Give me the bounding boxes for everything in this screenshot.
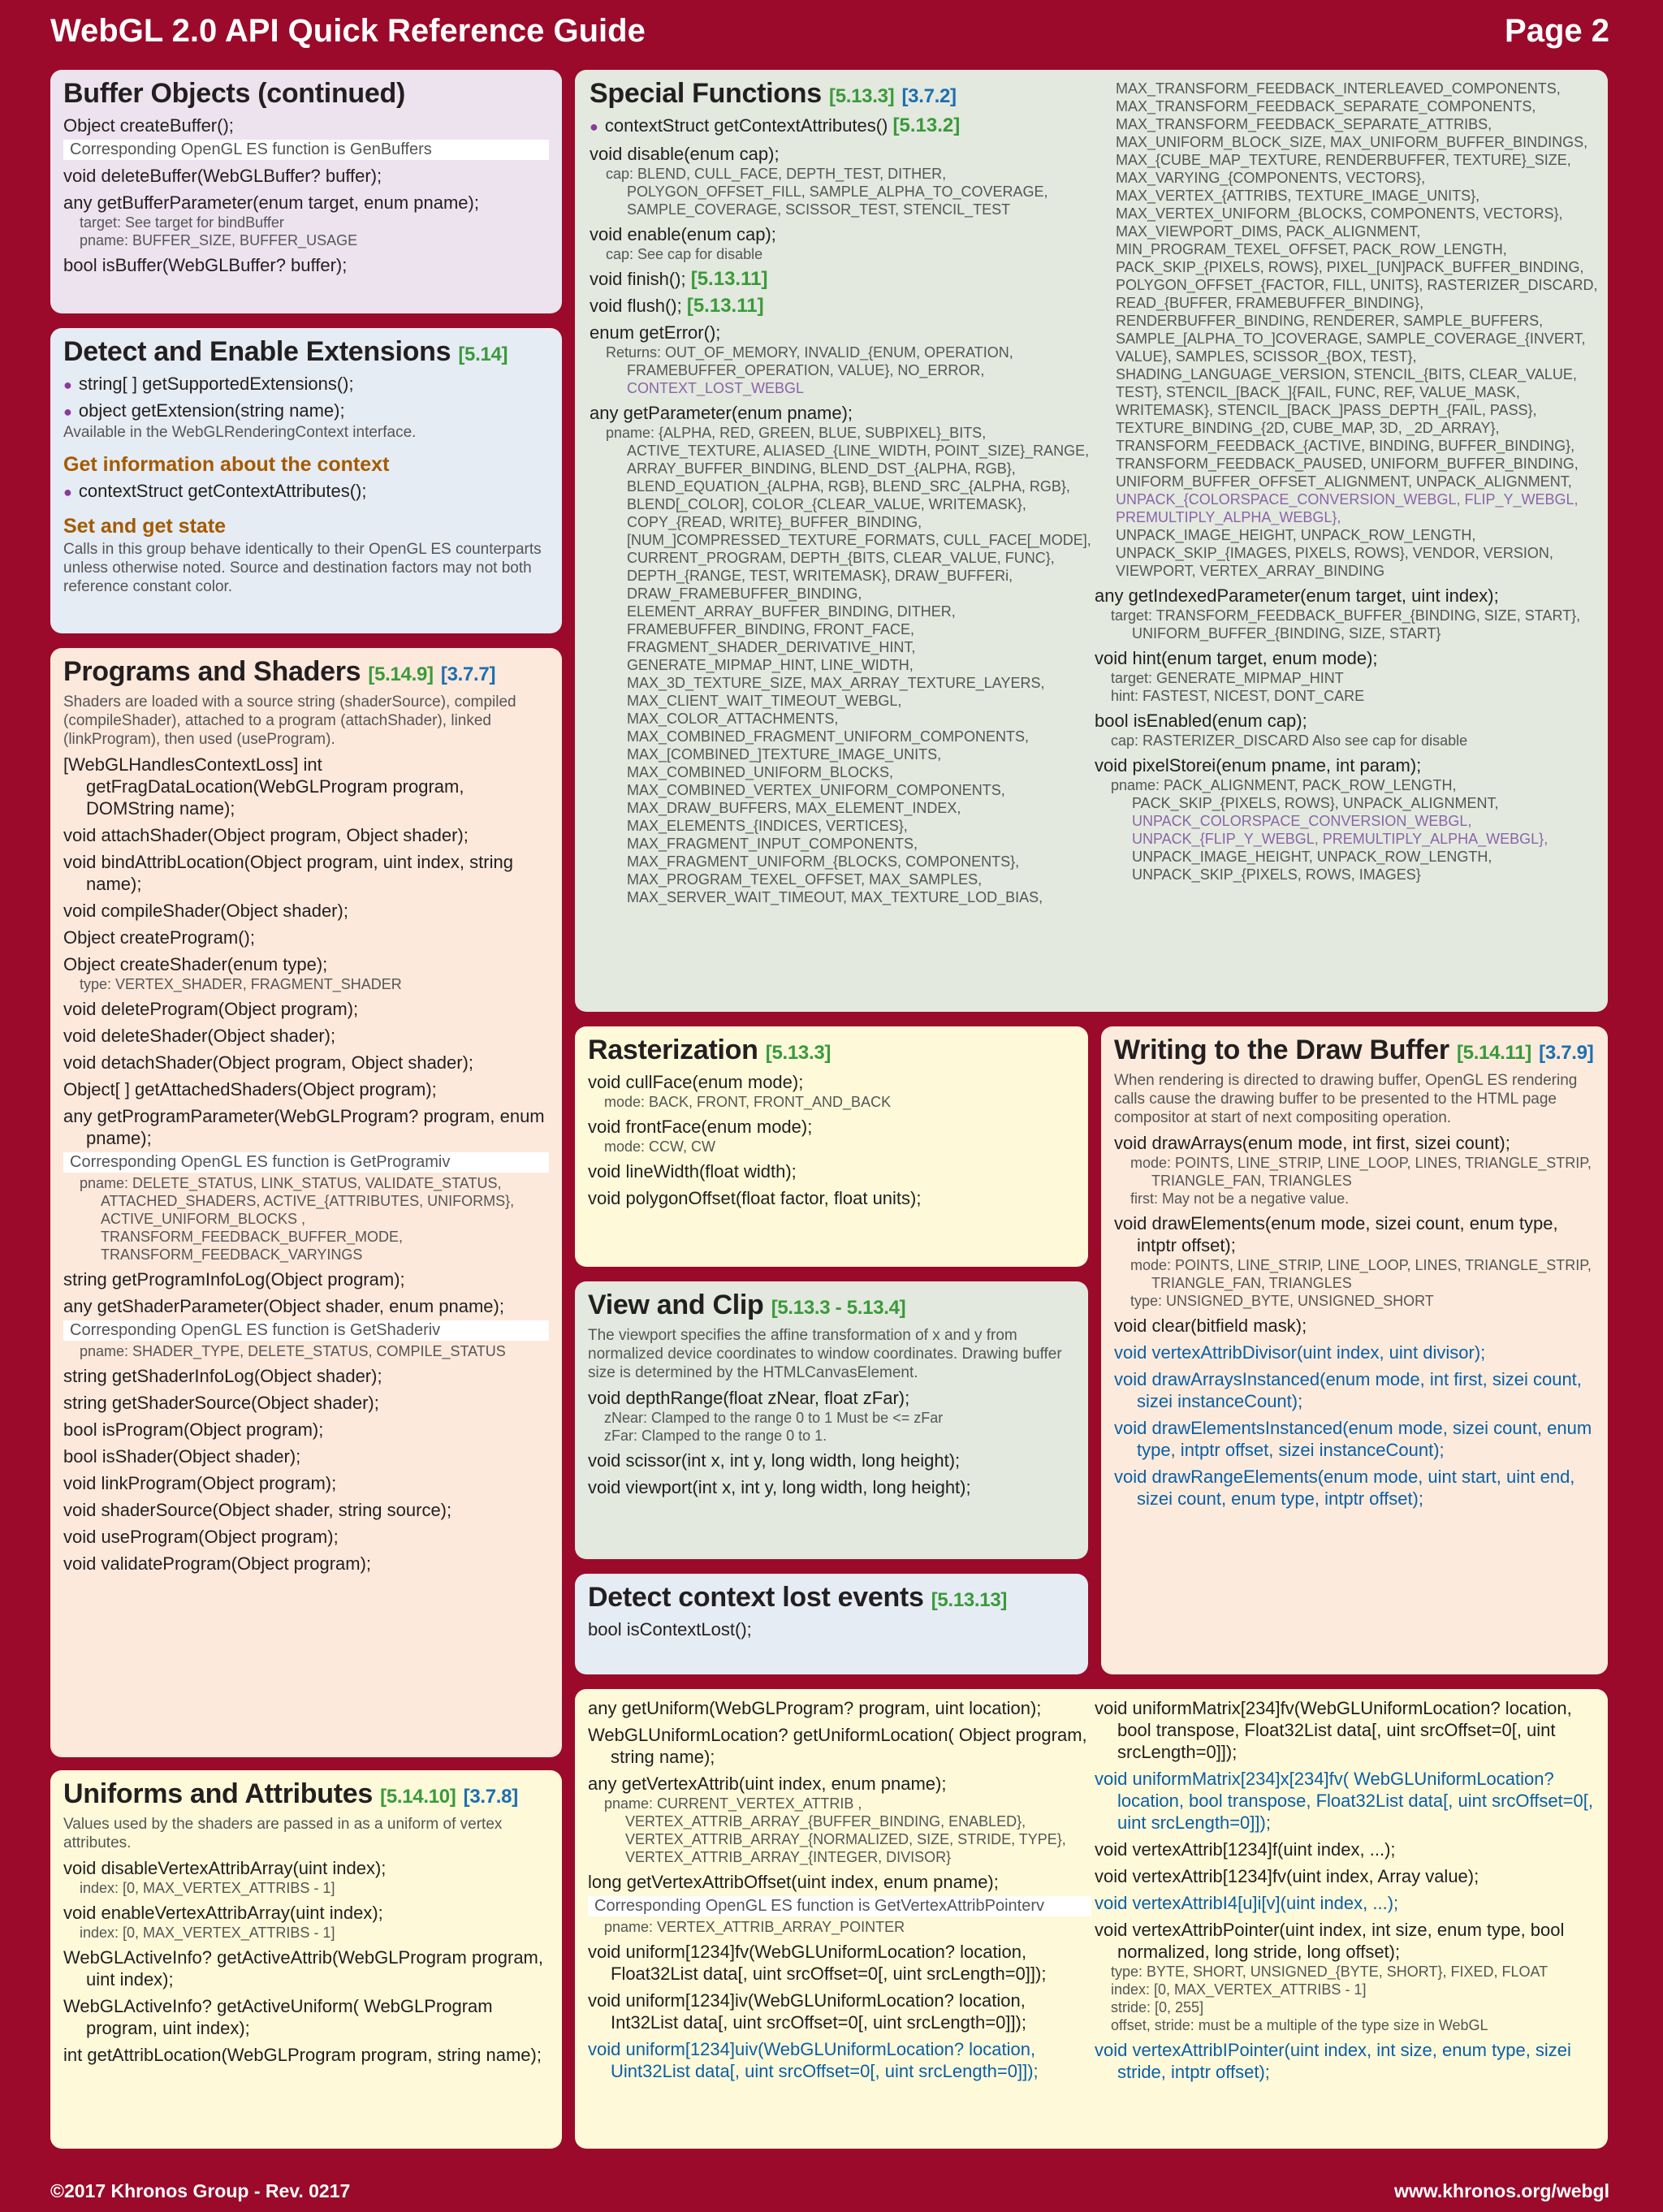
page-number: Page 2 <box>1505 13 1609 49</box>
vertexAttribPointer-type: type: BYTE, SHORT, UNSIGNED_{BYTE, SHORT}, FIXED, FLOAT <box>1111 1964 1549 1980</box>
uniforms-attributes-box <box>50 1770 562 2149</box>
enableVertexAttribArray-signature: void enableVertexAttribArray(uint index); <box>63 1903 383 1923</box>
getActiveAttrib-signature: WebGLActiveInfo? getActiveAttrib(WebGLProgram program, uint index); <box>63 1947 543 1990</box>
getError-signature: enum getError(); <box>590 322 721 343</box>
depthRange-zfar: zFar: Clamped to the range 0 to 1. <box>604 1428 827 1444</box>
view-clip-section-ref: [5.13.3 - 5.13.4] <box>771 1297 906 1319</box>
viewport-signature: void viewport(int x, int y, long width, long height); <box>588 1477 971 1497</box>
hint-target: target: GENERATE_MIPMAP_HINT <box>1111 670 1344 686</box>
uniforms-continued-box <box>575 1689 1608 2149</box>
drawElements-type: type: UNSIGNED_BYTE, UNSIGNED_SHORT <box>1130 1293 1434 1309</box>
getIndexedParameter-target: target: TRANSFORM_FEEDBACK_BUFFER_{BINDING, SIZE, START}, UNIFORM_BUFFER_{BINDING, SIZE, START} <box>1111 607 1581 642</box>
getContextAttributes-signature: ● contextStruct getContextAttributes(); <box>63 480 549 503</box>
drawElements-mode: mode: POINTS, LINE_STRIP, LINE_LOOP, LINES, TRIANGLE_STRIP, TRIANGLE_FAN, TRIANGLES <box>1130 1257 1592 1291</box>
vertexAttribPointer-stride: stride: [0, 255] <box>1111 1999 1204 2015</box>
pixelStorei-pname-tail: UNPACK_IMAGE_HEIGHT, UNPACK_ROW_LENGTH, UNPACK_SKIP_{PIXELS, ROWS, IMAGES} <box>1132 849 1492 883</box>
vertexAttribDivisor-signature: void vertexAttribDivisor(uint index, uint divisor); <box>1114 1342 1486 1363</box>
pixelStorei-pname-webgl: UNPACK_COLORSPACE_CONVERSION_WEBGL, UNPACK_{FLIP_Y_WEBGL, PREMULTIPLY_ALPHA_WEBGL}, <box>1132 813 1549 847</box>
uniforms-section-ref: [5.14.10] <box>380 1786 456 1808</box>
isBuffer-signature: bool isBuffer(WebGLBuffer? buffer); <box>63 255 348 275</box>
pixelStorei-signature: void pixelStorei(enum pname, int param); <box>1095 755 1422 775</box>
disable-cap: cap: BLEND, CULL_FACE, DEPTH_TEST, DITHER, POLYGON_OFFSET_FILL, SAMPLE_ALPHA_TO_COVERAGE, SAMPLE_COVERAGE, SCISSOR_TEST, STENCIL_TEST <box>606 166 1048 218</box>
programs-description: Shaders are loaded with a source string (shaderSource), compiled (compileShader), attached to a program (attachShader), linked (linkProgram), then used (useProgram). <box>63 693 516 748</box>
cullFace-signature: void cullFace(enum mode); <box>588 1072 804 1092</box>
extensions-box <box>50 328 562 633</box>
disable-signature: void disable(enum cap); <box>590 144 780 164</box>
drawElements-signature: void drawElements(enum mode, sizei count, enum type, intptr offset); <box>1114 1213 1558 1255</box>
getAttachedShaders-signature: Object[ ] getAttachedShaders(Object program); <box>63 1079 437 1100</box>
view-clip-description: The viewport specifies the affine transformation of x and y from normalized device coordinates to window coordinates. Drawing buffer size is determined by the HTMLCanvasElement. <box>588 1327 1062 1381</box>
vertexAttrib-fv-signature: void vertexAttrib[1234]fv(uint index, Array value); <box>1095 1866 1479 1886</box>
isContextLost-signature: bool isContextLost(); <box>588 1619 752 1640</box>
special-functions-title: Special Functions [5.13.3] [3.7.2] <box>590 78 957 109</box>
getError-context-lost: CONTEXT_LOST_WEBGL <box>627 380 805 396</box>
depthRange-znear: zNear: Clamped to the range 0 to 1 Must be <= zFar <box>604 1410 944 1426</box>
draw-buffer-title: Writing to the Draw Buffer [5.14.11] [3.7.9] <box>1114 1035 1594 1065</box>
pixelStorei-pname: pname: PACK_ALIGNMENT, PACK_ROW_LENGTH, PACK_SKIP_{PIXELS, ROWS}, UNPACK_ALIGNMENT, <box>1111 777 1499 811</box>
getBufferParameter-signature: any getBufferParameter(enum target, enum pname); <box>63 192 479 213</box>
frontFace-signature: void frontFace(enum mode); <box>588 1117 813 1137</box>
drawRangeElements-signature: void drawRangeElements(enum mode, uint start, uint end, sizei count, enum type, intptr offset); <box>1114 1467 1575 1509</box>
attachShader-signature: void attachShader(Object program, Object shader); <box>63 825 469 845</box>
extensions-availability: Available in the WebGLRenderingContext interface. <box>63 424 417 441</box>
createBuffer-signature: Object createBuffer(); <box>63 115 234 136</box>
cullFace-mode: mode: BACK, FRONT, FRONT_AND_BACK <box>604 1094 892 1110</box>
getAttribLocation-signature: int getAttribLocation(WebGLProgram program, string name); <box>63 2045 542 2065</box>
getParameter-pname-webgl: UNPACK_{COLORSPACE_CONVERSION_WEBGL, FLIP_Y_WEBGL, PREMULTIPLY_ALPHA_WEBGL}, <box>1116 491 1579 525</box>
draw-section-ref-2: [3.7.9] <box>1539 1042 1594 1064</box>
programs-shaders-box <box>50 648 562 1757</box>
getShaderParameter-signature: any getShaderParameter(Object shader, enum pname); <box>63 1296 504 1316</box>
extensions-title: Detect and Enable Extensions [5.14] <box>63 336 508 367</box>
getExtension-signature: ● object getExtension(string name); <box>63 400 549 423</box>
createBuffer-note: Corresponding OpenGL ES function is GenBuffers <box>63 140 549 160</box>
context-info-heading: Get information about the context <box>63 453 390 476</box>
deleteProgram-signature: void deleteProgram(Object program); <box>63 999 359 1019</box>
getShaderParameter-pname: pname: SHADER_TYPE, DELETE_STATUS, COMPILE_STATUS <box>80 1343 506 1359</box>
enable-signature: void enable(enum cap); <box>590 224 776 244</box>
getProgramParameter-signature: any getProgramParameter(WebGLProgram? program, enum pname); <box>63 1106 545 1148</box>
uniforms-section-ref-2: [3.7.8] <box>463 1786 518 1808</box>
extensions-section-ref: [5.14] <box>458 343 508 365</box>
createShader-type: type: VERTEX_SHADER, FRAGMENT_SHADER <box>80 976 402 992</box>
vertexAttrib-f-signature: void vertexAttrib[1234]f(uint index, ...); <box>1095 1839 1396 1860</box>
getUniformLocation-signature: WebGLUniformLocation? getUniformLocation( Object program, string name); <box>588 1725 1087 1767</box>
getParameter-pname-cont: MAX_TRANSFORM_FEEDBACK_INTERLEAVED_COMPONENTS, MAX_TRANSFORM_FEEDBACK_SEPARATE_COMPONENTS, MAX_TRANSFORM_FEEDBACK_SEPARATE_ATTRIBS, MAX_UNIFORM_BLOCK_SIZE, MAX_UNIFORM_BUFFER_BINDINGS, MAX_{CUBE_MAP_TEXTURE, RENDERBUFFER, TEXTURE}_SIZE, MAX_VARYING_{COMPONENTS, VECTORS}, MAX_VERTEX_{ATTRIBS, TEXTURE_IMAGE_UNITS}, MAX_VERTEX_UNIFORM_{BLOCKS, COMPONENTS, VECTORS}, MAX_VIEWPORT_DIMS, PACK_ALIGNMENT, MIN_PROGRAM_TEXEL_OFFSET, PACK_ROW_LENGTH, PACK_SKIP_{PIXELS, ROWS}, PIXEL_[UN]PACK_BUFFER_BINDING, POLYGON_OFFSET_{FACTOR, FILL, UNITS}, RASTERIZER_DISCARD, READ_{BUFFER, FRAMEBUFFER_BINDING}, RENDERBUFFER_BINDING, RENDERER, SAMPLE_BUFFERS, SAMPLE_[ALPHA_TO_]COVERAGE, SAMPLE_COVERAGE_{INVERT, VALUE}, SAMPLES, SCISSOR_{BOX, TEST}, SHADING_LANGUAGE_VERSION, STENCIL_{BITS, CLEAR_VALUE, TEST}, STENCIL_[BACK_]{FAIL, FUNC, REF, VALUE_MASK, WRITEMASK}, STENCIL_[BACK_]PASS_DEPTH_{FAIL, PASS}, TEXTURE_BINDING_{2D, CUBE_MAP, 3D, _2D_ARRAY}, TRANSFORM_FEEDBACK_{ACTIVE, BINDING, BUFFER_BINDING}, TRANSFORM_FEEDBACK_PAUSED, UNIFORM_BUFFER_BINDING, UNIFORM_BUFFER_OFFSET_ALIGNMENT, UNPACK_ALIGNMENT, <box>1116 80 1598 490</box>
frontFace-mode: mode: CCW, CW <box>604 1138 716 1155</box>
rasterization-section-ref: [5.13.3] <box>765 1042 832 1064</box>
vertexAttribPointer-index: index: [0, MAX_VERTEX_ATTRIBS - 1] <box>1111 1981 1367 1998</box>
draw-section-ref: [5.14.11] <box>1456 1042 1531 1064</box>
shaderSource-signature: void shaderSource(Object shader, string source); <box>63 1500 452 1520</box>
special-section-ref-2: [3.7.2] <box>901 85 957 107</box>
getActiveUniform-signature: WebGLActiveInfo? getActiveUniform( WebGLProgram program, uint index); <box>63 1996 493 2038</box>
context-lost-title: Detect context lost events [5.13.13] <box>588 1582 1008 1613</box>
enableVertexAttribArray-index: index: [0, MAX_VERTEX_ATTRIBS - 1] <box>80 1925 335 1941</box>
getBufferParameter-pname: pname: BUFFER_SIZE, BUFFER_USAGE <box>80 232 358 248</box>
special-section-ref: [5.13.3] <box>829 85 895 107</box>
buffer-objects-title: Buffer Objects (continued) <box>63 78 405 109</box>
draw-buffer-description: When rendering is directed to drawing buffer, OpenGL ES rendering calls cause the drawing buffer to be presented to the HTML page compositor at start of next compositing operation. <box>1114 1072 1578 1126</box>
isProgram-signature: bool isProgram(Object program); <box>63 1419 324 1440</box>
deleteBuffer-signature: void deleteBuffer(WebGLBuffer? buffer); <box>63 166 382 186</box>
getShaderParameter-note: Corresponding OpenGL ES function is GetShaderiv <box>63 1320 549 1341</box>
programs-section-ref: [5.14.9] <box>368 663 434 685</box>
disableVertexAttribArray-signature: void disableVertexAttribArray(uint index); <box>63 1858 387 1878</box>
vertexAttribIPointer-signature: void vertexAttribIPointer(uint index, int size, enum type, sizei stride, intptr offset); <box>1095 2040 1571 2082</box>
vertexAttribI4-signature: void vertexAttribI4[u]i[v](uint index, ...); <box>1095 1893 1399 1913</box>
getProgramParameter-note: Corresponding OpenGL ES function is GetProgramiv <box>63 1152 549 1173</box>
uniform-uiv-signature: void uniform[1234]uiv(WebGLUniformLocation? location, Uint32List data[, uint srcOffset=0[, uint srcLength=0]]); <box>588 2039 1039 2081</box>
programs-section-ref-2: [3.7.7] <box>440 663 496 685</box>
getVertexAttrib-pname: pname: CURRENT_VERTEX_ATTRIB , VERTEX_ATTRIB_ARRAY_{BUFFER_BINDING, ENABLED}, VERTEX_ATTRIB_ARRAY_{NORMALIZED, SIZE, STRIDE, TYPE}, VERTEX_ATTRIB_ARRAY_{INTEGER, DIVISOR} <box>604 1795 1066 1865</box>
isShader-signature: bool isShader(Object shader); <box>63 1446 301 1467</box>
lineWidth-signature: void lineWidth(float width); <box>588 1161 797 1182</box>
uniforms-attributes-title: Uniforms and Attributes [5.14.10] [3.7.8] <box>63 1778 518 1809</box>
footer-copyright: ©2017 Khronos Group - Rev. 0217 <box>50 2180 351 2201</box>
page-title: WebGL 2.0 API Quick Reference Guide <box>50 13 646 49</box>
vertexAttribPointer-offset: offset, stride: must be a multiple of the type size in WebGL <box>1111 2017 1488 2033</box>
linkProgram-signature: void linkProgram(Object program); <box>63 1473 337 1493</box>
set-get-state-heading: Set and get state <box>63 515 227 538</box>
rasterization-title: Rasterization [5.13.3] <box>588 1035 832 1065</box>
getShaderSource-signature: string getShaderSource(Object shader); <box>63 1393 379 1413</box>
footer-url[interactable]: www.khronos.org/webgl <box>1394 2180 1609 2201</box>
detachShader-signature: void detachShader(Object program, Object shader); <box>63 1052 474 1073</box>
getVertexAttribOffset-signature: long getVertexAttribOffset(uint index, enum pname); <box>588 1872 999 1892</box>
getVertexAttribOffset-pname: pname: VERTEX_ATTRIB_ARRAY_POINTER <box>604 1919 905 1935</box>
depthRange-signature: void depthRange(float zNear, float zFar); <box>588 1388 910 1408</box>
context-lost-section-ref: [5.13.13] <box>931 1589 1008 1611</box>
disableVertexAttribArray-index: index: [0, MAX_VERTEX_ATTRIBS - 1] <box>80 1880 335 1896</box>
getSupportedExtensions-signature: ● string[ ] getSupportedExtensions(); <box>63 373 549 396</box>
clear-signature: void clear(bitfield mask); <box>1114 1316 1307 1336</box>
uniforms-description: Values used by the shaders are passed in as a uniform of vertex attributes. <box>63 1816 503 1851</box>
drawArrays-mode: mode: POINTS, LINE_STRIP, LINE_LOOP, LINES, TRIANGLE_STRIP, TRIANGLE_FAN, TRIANGLES <box>1130 1155 1592 1189</box>
special-getContextAttributes: ● contextStruct getContextAttributes() [5.13.2] <box>590 114 1093 138</box>
useProgram-signature: void useProgram(Object program); <box>63 1527 339 1547</box>
programs-shaders-title: Programs and Shaders [5.14.9] [3.7.7] <box>63 656 496 687</box>
hint-hint: hint: FASTEST, NICEST, DONT_CARE <box>1111 688 1365 704</box>
getVertexAttribOffset-note: Corresponding OpenGL ES function is GetVertexAttribPointerv <box>588 1896 1091 1916</box>
buffer-objects-box <box>50 70 562 313</box>
getProgramParameter-pname: pname: DELETE_STATUS, LINK_STATUS, VALIDATE_STATUS, ATTACHED_SHADERS, ACTIVE_{ATTRIBUTES, UNIFORMS}, ACTIVE_UNIFORM_BLOCKS , TRANSFORM_FEEDBACK_BUFFER_MODE, TRANSFORM_FEEDBACK_VARYINGS <box>80 1175 515 1263</box>
scissor-signature: void scissor(int x, int y, long width, long height); <box>588 1450 961 1471</box>
uniform-iv-signature: void uniform[1234]iv(WebGLUniformLocation? location, Int32List data[, uint srcOffset=0[, uint srcLength=0]]); <box>588 1990 1026 2033</box>
getShaderInfoLog-signature: string getShaderInfoLog(Object shader); <box>63 1366 382 1386</box>
getParameter-pname-tail: UNPACK_IMAGE_HEIGHT, UNPACK_ROW_LENGTH, UNPACK_SKIP_{IMAGES, PIXELS, ROWS}, VENDOR, VERSION, VIEWPORT, VERTEX_ARRAY_BINDING <box>1116 527 1553 579</box>
getParameter-signature: any getParameter(enum pname); <box>590 403 853 423</box>
drawArrays-first: first: May not be a negative value. <box>1130 1190 1350 1207</box>
getVertexAttrib-signature: any getVertexAttrib(uint index, enum pname); <box>588 1773 947 1794</box>
getParameter-pname: pname: {ALPHA, RED, GREEN, BLUE, SUBPIXEL}_BITS, ACTIVE_TEXTURE, ALIASED_{LINE_WIDTH, POINT_SIZE}_RANGE, ARRAY_BUFFER_BINDING, BLEND_DST_{ALPHA, RGB}, BLEND_EQUATION_{ALPHA, RGB}, BLEND_SRC_{ALPHA, RGB}, BLEND[_COLOR], COLOR_{CLEAR_VALUE, WRITEMASK}, COPY_{READ, WRITE}_BUFFER_BINDING, [NUM_]COMPRESSED_TEXTURE_FORMATS, CULL_FACE[_MODE], CURRENT_PROGRAM, DEPTH_{BITS, CLEAR_VALUE, FUNC}, DEPTH_{RANGE, TEST, WRITEMASK}, DRAW_BUFFERi, DRAW_FRAMEBUFFER_BINDING, ELEMENT_ARRAY_BUFFER_BINDING, DITHER, FRAMEBUFFER_BINDING, FRONT_FACE, FRAGMENT_SHADER_DERIVATIVE_HINT, GENERATE_MIPMAP_HINT, LINE_WIDTH, MAX_3D_TEXTURE_SIZE, MAX_ARRAY_TEXTURE_LAYERS, MAX_CLIENT_WAIT_TIMEOUT_WEBGL, MAX_COLOR_ATTACHMENTS, MAX_COMBINED_FRAGMENT_UNIFORM_COMPONENTS, MAX_[COMBINED_]TEXTURE_IMAGE_UNITS, MAX_COMBINED_UNIFORM_BLOCKS, MAX_COMBINED_VERTEX_UNIFORM_COMPONENTS, MAX_DRAW_BUFFERS, MAX_ELEMENT_INDEX, MAX_ELEMENTS_{INDICES, VERTICES}, MAX_FRAGMENT_INPUT_COMPONENTS, MAX_FRAGMENT_UNIFORM_{BLOCKS, COMPONENTS}, MAX_PROGRAM_TEXEL_OFFSET, MAX_SAMPLES, MAX_SERVER_WAIT_TIMEOUT, MAX_TEXTURE_LOD_BIAS, <box>606 425 1091 905</box>
getIndexedParameter-signature: any getIndexedParameter(enum target, uint index); <box>1095 585 1499 606</box>
view-clip-title: View and Clip [5.13.3 - 5.13.4] <box>588 1290 906 1320</box>
getFragDataLocation-signature: [WebGLHandlesContextLoss] int getFragDataLocation(WebGLProgram program, DOMString name); <box>63 754 464 819</box>
uniformMatrix-fv-signature: void uniformMatrix[234]fv(WebGLUniformLocation? location, bool transpose, Float32List data[, uint srcOffset=0[, uint srcLength=0]]); <box>1095 1698 1572 1762</box>
enable-cap: cap: See cap for disable <box>606 246 763 262</box>
deleteShader-signature: void deleteShader(Object shader); <box>63 1026 336 1046</box>
rasterization-box <box>575 1026 1088 1267</box>
createShader-signature: Object createShader(enum type); <box>63 954 328 974</box>
context-lost-box <box>575 1574 1088 1674</box>
polygonOffset-signature: void polygonOffset(float factor, float units); <box>588 1188 922 1208</box>
bindAttribLocation-signature: void bindAttribLocation(Object program, uint index, string name); <box>63 852 513 894</box>
special-functions-box <box>575 70 1608 1012</box>
drawArrays-signature: void drawArrays(enum mode, int first, sizei count); <box>1114 1133 1510 1153</box>
getBufferParameter-target: target: See target for bindBuffer <box>80 214 284 231</box>
isEnabled-cap: cap: RASTERIZER_DISCARD Also see cap for disable <box>1111 732 1468 749</box>
draw-buffer-box <box>1101 1026 1608 1674</box>
getError-returns: Returns: OUT_OF_MEMORY, INVALID_{ENUM, OPERATION, FRAMEBUFFER_OPERATION, VALUE}, NO_ERROR, <box>606 344 1013 378</box>
createProgram-signature: Object createProgram(); <box>63 927 255 948</box>
drawArraysInstanced-signature: void drawArraysInstanced(enum mode, int first, sizei count, sizei instanceCount); <box>1114 1369 1582 1411</box>
set-get-state-description: Calls in this group behave identically to their OpenGL ES counterparts unless otherwise noted. Source and destination factors may not both reference constant color. <box>63 541 542 595</box>
getProgramInfoLog-signature: string getProgramInfoLog(Object program); <box>63 1269 405 1290</box>
compileShader-signature: void compileShader(Object shader); <box>63 901 348 921</box>
drawElementsInstanced-signature: void drawElementsInstanced(enum mode, sizei count, enum type, intptr offset, sizei instanceCount); <box>1114 1418 1592 1460</box>
vertexAttribPointer-signature: void vertexAttribPointer(uint index, int size, enum type, bool normalized, long stride, long offset); <box>1095 1920 1565 1962</box>
uniform-fv-signature: void uniform[1234]fv(WebGLUniformLocation? location, Float32List data[, uint srcOffset=0[, uint srcLength=0]]); <box>588 1942 1047 1984</box>
isEnabled-signature: bool isEnabled(enum cap); <box>1095 711 1307 731</box>
getUniform-signature: any getUniform(WebGLProgram? program, uint location); <box>588 1698 1042 1718</box>
finish-signature: void finish(); [5.13.11] <box>590 268 768 290</box>
flush-signature: void flush(); [5.13.11] <box>590 295 764 317</box>
hint-signature: void hint(enum target, enum mode); <box>1095 648 1378 668</box>
validateProgram-signature: void validateProgram(Object program); <box>63 1553 372 1574</box>
uniformMatrix-x-fv-signature: void uniformMatrix[234]x[234]fv( WebGLUniformLocation? location, bool transpose, Float32List data[, uint srcOffset=0[, uint srcLength=0]]); <box>1095 1769 1593 1833</box>
view-clip-box <box>575 1281 1088 1559</box>
